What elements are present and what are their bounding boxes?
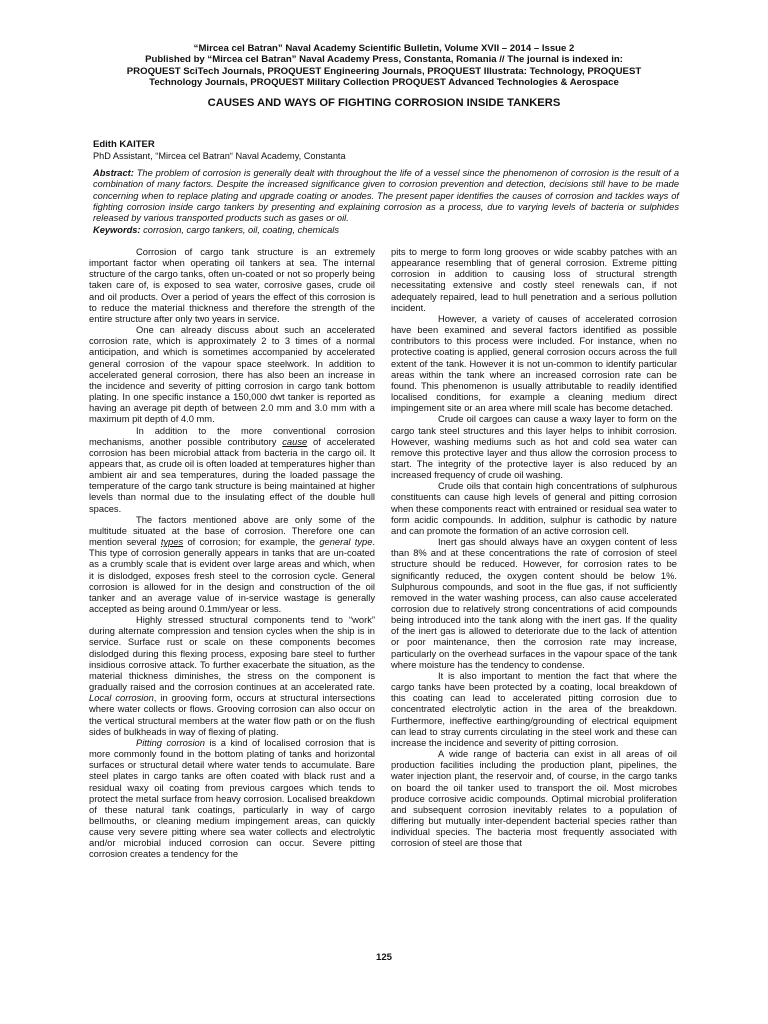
text-run: In addition to the more conventional corrosion mechanisms, another possible contributory (89, 425, 375, 447)
paragraph: It is also important to mention the fact that where the cargo tanks have been protected by a coating, local breakdown of this coating can lead to accelerated pitting corrosion due to concentrated electrolytic action in the area of the breakdown. Furthermore, ineffective earthing/grounding of electrical equipment can lead to stray currents circulating in the steel work and these can increase the incidence and severity of pitting corrosion. (391, 670, 677, 748)
body-column-right (391, 247, 677, 849)
paragraph: A wide range of bacteria can exist in all areas of oil production facilities including the production plant, pipelines, the water injection plant, the reservoir and, of course, in the cargo tanks on board the oil tanker used to transport the oil. Most microbes produce corrosive acidic compounds. Optimal microbial proliferation and subsequent corrosion inevitably relates to a population of differing but mutually inter-dependent bacterial species rather than individual species. The bacteria most frequently associated with corrosion of steel are those that (391, 749, 677, 849)
text-run: is a kind of localised corrosion that is more commonly found in the bottom plating of tanks and horizontal surfaces or structural detail where water tends to accumulate. Bare steel plates in cargo tanks are often coated with black rust and a residual waxy oil coating from previous cargoes which tends to protect the metal surface from heavy corrosion. Localised breakdown of these natural tank coatings, particularly in way of cargo bellmouths, or cleaning medium impingement areas, can quickly cause very severe pitting where sea water collects and electrolytic and/or microbial induced corrosion can occur. Severe pitting corrosion creates a tendency for the (89, 737, 376, 860)
paragraph: One can already discuss about such an accelerated corrosion rate, which is approximately 2 to 3 times of a normal anticipation, and which is sometimes accompanied by accelerated general corrosion of the vapour space steelwork. In addition to accelerated general corrosion, there has also been an increase in the incidence and severity of pitting corrosion in cargo tank bottom plating. In one specific instance a 150,000 dwt tanker is reported as having an average pit depth of between 2.0 mm and 3.0 mm with a maximum pit depth of 4.0 mm. (89, 325, 375, 425)
emphasis-local-corrosion: Local corrosion (89, 693, 154, 704)
paragraph: pits to merge to form long grooves or wide scabby patches with an appearance resembling that of general corrosion. Extreme pitting corrosion in addition to causing loss of structural strength necessitating extensive and costly steel renewals can, if not adequately repaired, lead to hull penetration and a serious pollution incident. (391, 247, 677, 313)
paragraph (89, 615, 375, 738)
abstract (93, 168, 679, 224)
paragraph: Crude oils that contain high concentrations of sulphurous constituents can cause high levels of general and pitting corrosion when these components react with entrained or residual sea water to form acidic compounds. In addition, sulphur is cathodic by nature and can promote the formation of an active corrosion cell. (391, 481, 677, 536)
paper-title: CAUSES AND WAYS OF FIGHTING CORROSION INSIDE TANKERS (207, 97, 561, 109)
header-line-2: Published by “Mircea cel Batran” Naval Academy Press, Constanta, Romania // The journal is indexed in: (145, 54, 623, 66)
body-column-left (89, 247, 375, 861)
paragraph: Inert gas should always have an oxygen content of less than 8% and at these concentrations the rate of corrosion of steel structure should be reduced. However, for corrosion rates to be significantly reduced, the oxygen content should be below 1%. Sulphurous compounds, and soot in the flue gas, if not sufficiently removed in the water washing process, can also cause accelerated corrosion due to relatively strong concentrations of acid compounds being introduced into the tank along with the inert gas. If the quality of the inert gas is allowed to deteriorate due to the lack of attention or poor maintenance, then the corrosion rate may increase, particularly on the overhead surfaces in the vapour space of the tank where moisture has the tendency to condense. (391, 537, 677, 670)
text-run: of corrosion; for example, the (183, 537, 320, 548)
author-name: Edith KAITER (93, 139, 155, 150)
abstract-label: Abstract: (93, 168, 134, 178)
paragraph (89, 515, 375, 615)
keywords (93, 225, 679, 235)
header-line-4: Technology Journals, PROQUEST Military Collection PROQUEST Advanced Technologies & Aerospace (149, 76, 619, 88)
emphasis-types: types (160, 537, 184, 548)
text-run: Highly stressed structural components tend to “work” during alternate compression and tension cycles when the ship is in service. Surface rust or scale on these components becomes dislodged during this flexing process, exposing bare steel to further insidious corrosive attack. To further exacerbate the situation, as the material thickness diminishes, the stress on the component is gradually raised and the corrosion continues at an accelerated rate. (89, 615, 375, 693)
paragraph (89, 426, 375, 515)
header-line-3: PROQUEST SciTech Journals, PROQUEST Engineering Journals, PROQUEST Illustrata: Technology, PROQUEST (126, 65, 642, 77)
text-run: of accelerated corrosion has been microbial attack from bacteria in the cargo oil. It appears that, as crude oil is often loaded at temperatures higher than ambient air and sea temperatures, during the loaded passage the temperature of the cargo tank structure is being maintained at higher levels than normal due to the insulating effect of the double hull spaces. (89, 436, 375, 514)
text-run: . This type of corrosion generally appears in tanks that are un-coated as a crumbly scale that is evident over large areas and which, when it is dislodged, exposes fresh steel to the corrosion cycle. General corrosion is allowed for in the design and construction of the oil tanker and an average value of in-service wastage is generally accepted as being around 0.1mm/year or less. (89, 537, 375, 614)
emphasis-pitting-corrosion: Pitting corrosion (136, 737, 205, 748)
paragraph (89, 738, 375, 861)
abstract-text: The problem of corrosion is generally dealt with throughout the life of a vessel since the phenomenon of corrosion is the result of a combination of many factors. Despite the increased significance given to corrosion prevention and detection, decisions still have to be made concerning when to replace plating and upgrade coating or anodes. The present paper identifies the causes of corrosion and tackles ways of fighting corrosion inside cargo tankers by presenting and explaining corrosion as a process, due to varying levels of bacteria or sulphides released by various transported products such as gases or oil. (93, 168, 679, 224)
journal-header (60, 43, 708, 88)
paragraph: However, a variety of causes of accelerated corrosion have been examined and several factors identified as possible contributors to this process were included. For instance, when no protective coating is applied, general corrosion occurs across the full extent of the tank. However it is not un-common to identify particular areas within the tank where an increased corrosion rate can be found. This phenomenon is usually attributable to readily identified localised conditions, for example a cleaning medium direct impingement site or an area where mill scale has become detached. (391, 313, 677, 414)
text-run: , in grooving form, occurs at structural intersections where water collects or flows. Grooving corrosion can also occur on the vertical structural members at the water flow path or on the flush sides of bulkheads in way of flexing of plating. (89, 693, 375, 737)
text-run: The factors mentioned above are only some of the multitude situated at the base of corrosion. Therefore one can mention several (89, 514, 375, 548)
keywords-label: Keywords: (93, 225, 141, 235)
emphasis-cause: cause (282, 436, 308, 447)
author-affiliation: PhD Assistant, “Mircea cel Batran“ Naval Academy, Constanta (93, 151, 346, 161)
paragraph: Corrosion of cargo tank structure is an extremely important factor when operating oil tankers at sea. The internal structure of the cargo tanks, often un-coated or not so properly being taken care of, is exposed to sea water, corrosive gases, crude oil and oil products. Over a period of years the effect of this corrosion is to reduce the material thickness and therefore the strength of the entire structure after only two years in service. (89, 247, 375, 324)
emphasis-general-type: general type (319, 537, 373, 548)
paragraph: Crude oil cargoes can cause a waxy layer to form on the cargo tank steel structures and this layer helps to inhibit corrosion. However, washing mediums such as hot and cold sea water can remove this protective layer and thus allow the corrosion process to start. The integrity of the protective layer is also reduced by an increased frequency of crude oil washing. (391, 414, 677, 481)
page-number: 125 (375, 952, 392, 963)
header-line-1: “Mircea cel Batran” Naval Academy Scientific Bulletin, Volume XVII – 2014 – Issue 2 (193, 43, 575, 54)
keywords-text: corrosion, cargo tankers, oil, coating, chemicals (143, 225, 339, 235)
